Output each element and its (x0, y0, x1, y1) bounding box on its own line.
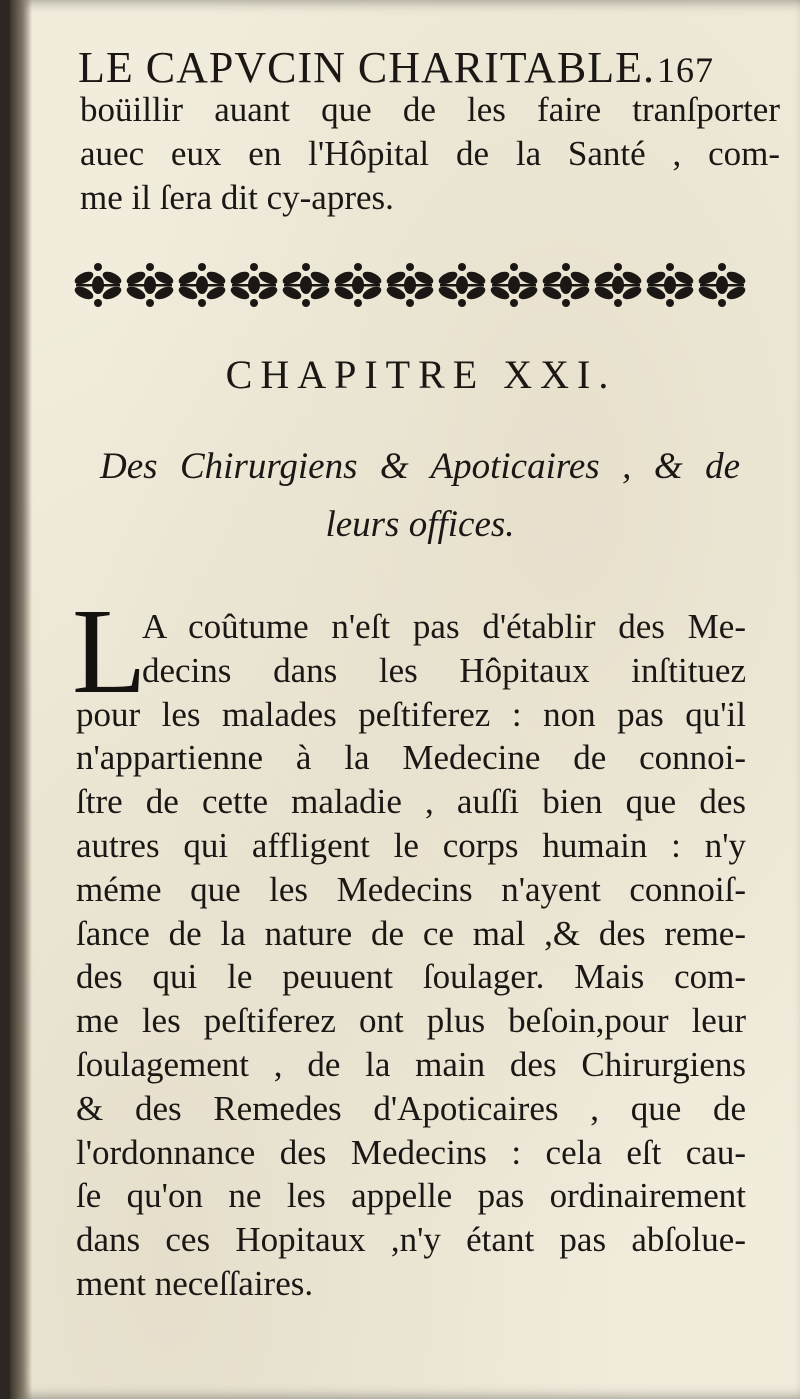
fleuron-icon (489, 263, 539, 307)
fleuron-icon (385, 263, 435, 307)
text-line: ſoulagement , de la main des Chirurgiens (76, 1044, 746, 1084)
text-line: des qui le peuuent ſoulager. Mais com- (76, 957, 746, 997)
text-line: dans ces Hopitaux ,n'y étant pas abſolue- (76, 1220, 746, 1260)
book-gutter-shadow (10, 0, 32, 1399)
text-line: autres qui affligent le corps humain : n'y (76, 825, 746, 865)
text-line: me il ſera dit cy-apres. (80, 178, 394, 217)
text-line: boüillir auant que de les faire tranſporter (80, 90, 780, 129)
fleuron-icon (697, 263, 747, 307)
text-line: decins dans les Hôpitaux inſtituez (142, 650, 746, 690)
fleuron-icon (177, 263, 227, 307)
text-line: n'appartienne à la Medecine de connoi- (76, 738, 746, 778)
chapter-heading: CHAPITRE XXI. (225, 352, 617, 397)
text-line: l'ordonnance des Medecins : cela eſt cau- (76, 1132, 746, 1172)
fleuron-icon (73, 263, 123, 307)
chapter-subtitle (100, 438, 740, 554)
fleuron-icon (437, 263, 487, 307)
subtitle-line: leurs offices. (325, 504, 515, 545)
fleuron-icon (281, 263, 331, 307)
fleuron-icon (229, 263, 279, 307)
running-head-title: LE CAPVCIN CHARITABLE. (78, 43, 656, 92)
page-number: 167 (657, 50, 715, 90)
text-line: ment neceſſaires. (76, 1263, 314, 1303)
text-line: & des Remedes d'Apoticaires , que de (76, 1088, 746, 1128)
body-paragraph (76, 605, 746, 1306)
running-head (78, 42, 778, 93)
fleuron-ornament-band (72, 262, 748, 308)
text-line: ſtre de cette maladie , auſſi bien que des (76, 782, 746, 822)
text-line: ſe qu'on ne les appelle pas ordinairement (76, 1176, 746, 1216)
text-line: me les peſtiferez ont plus beſoin,pour leur (76, 1001, 746, 1041)
text-line: pour les malades peſtiferez : non pas qu'il (76, 694, 746, 734)
book-page (10, 0, 800, 1399)
text-line: méme que les Medecins n'ayent connoiſ- (76, 869, 746, 909)
subtitle-line: Des Chirurgiens & Apoticaires , & de (100, 446, 740, 487)
drop-cap: L (72, 584, 147, 719)
fleuron-icon (125, 263, 175, 307)
text-line: A coûtume n'eſt pas d'établir des Me- (142, 607, 746, 646)
text-line: auec eux en l'Hôpital de la Santé , com- (80, 134, 780, 173)
fleuron-icon (541, 263, 591, 307)
fleuron-icon (333, 263, 383, 307)
fleuron-icon (645, 263, 695, 307)
carryover-text (80, 88, 780, 220)
text-line: ſance de la nature de ce mal ,& des reme- (76, 913, 746, 953)
fleuron-icon (593, 263, 643, 307)
